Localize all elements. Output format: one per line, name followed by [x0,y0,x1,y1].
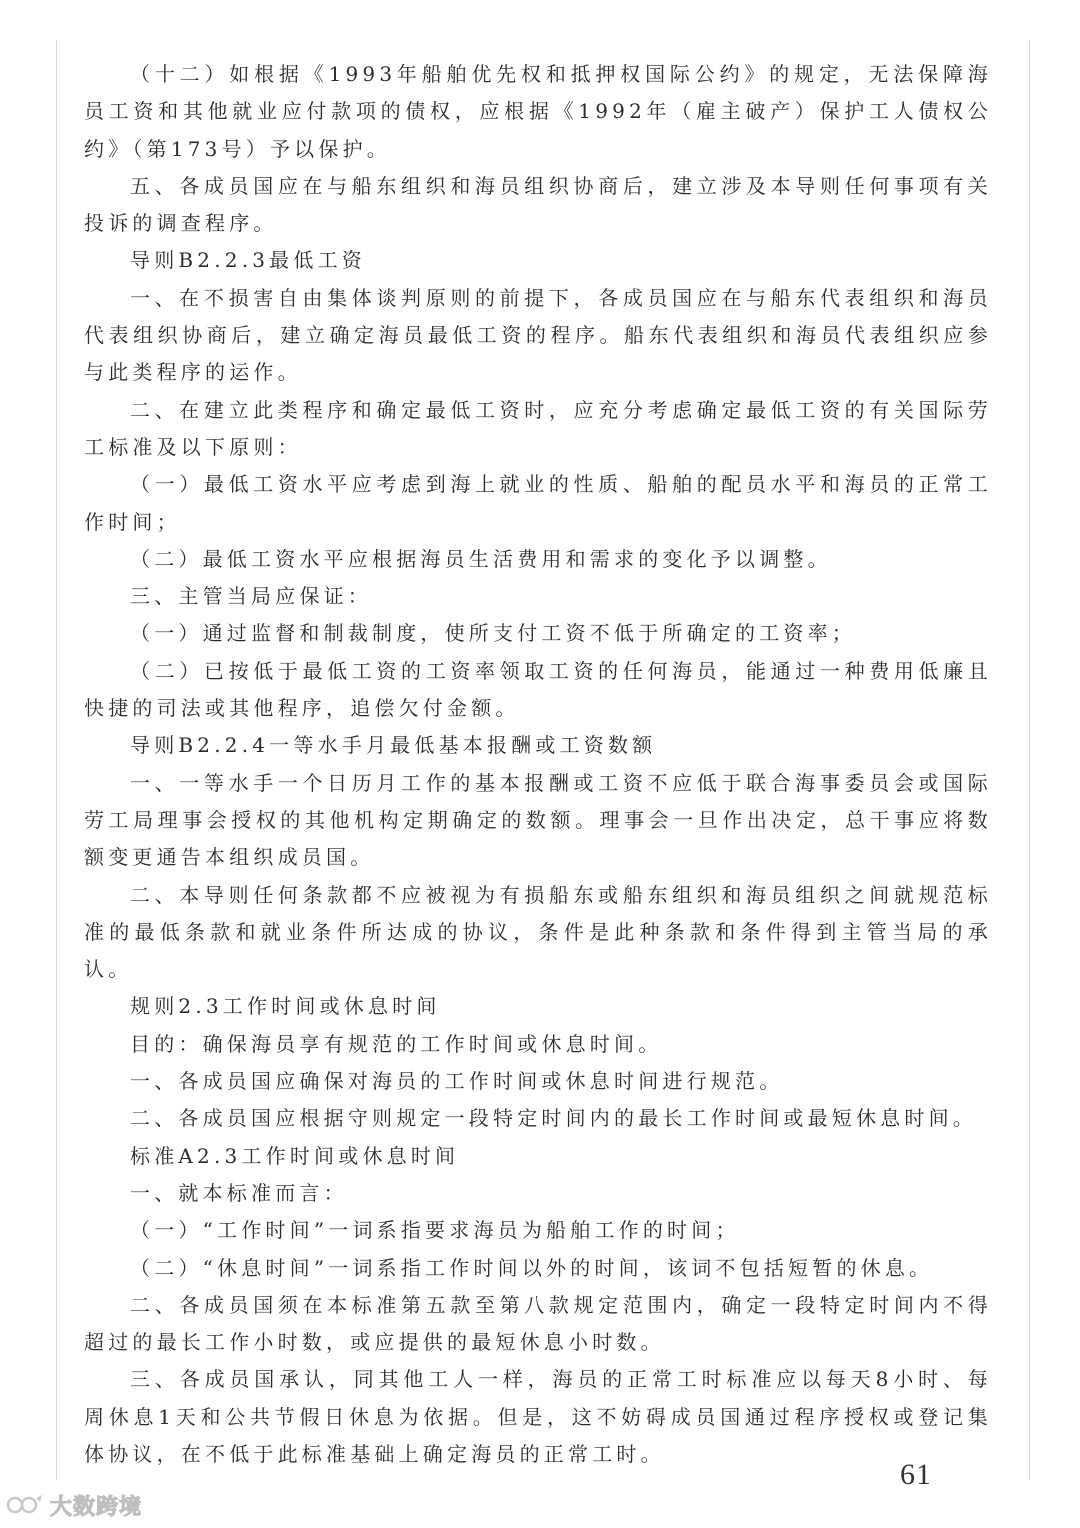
section-heading: 导则B2.2.4一等水手月最低基本报酬或工资数额 [130,733,657,758]
watermark [6,1490,142,1520]
paragraph: 二、各成员国应根据守则规定一段特定时间内的最长工作时间或最短休息时间。 [130,1106,977,1131]
list-item: （一）最低工资水平应考虑到海上就业的性质、船舶的配员水平和海员的正常工作时间； [84,472,992,534]
list-item: （二）已按低于最低工资的工资率领取工资的任何海员，能通过一种费用低廉且快捷的司法或其他程序，追偿欠付金额。 [84,658,992,721]
section-heading: 标准A2.3工作时间或休息时间 [130,1143,460,1168]
paragraph: （十二）如根据《1993年船舶优先权和抵押权国际公约》的规定，无法保障海员工资和其他就业应付款项的债权，应根据《1992年（雇主破产）保护工人债权公约》（第173号）予以保护。 [84,62,992,161]
paragraph: 三、各成员国承认，同其他工人一样，海员的正常工时标准应以每天8小时、每周休息1天和公共节假日休息为依据。但是，这不妨碍成员国通过程序授权或登记集体协议，在不低于此标准基础上确定海员的正常工时。 [84,1367,992,1466]
paragraph: 一、各成员国应确保对海员的工作时间或休息时间进行规范。 [130,1069,784,1094]
paragraph: 三、主管当局应保证： [130,584,372,609]
paragraph: 目的：确保海员享有规范的工作时间或休息时间。 [130,1031,663,1056]
list-item: （二）最低工资水平应根据海员生活费用和需求的变化予以调整。 [130,546,832,571]
paragraph: 一、一等水手一个日历月工作的基本报酬或工资不应低于联合海事委员会或国际劳工局理事会授权的其他机构定期确定的数额。理事会一旦作出决定，总干事应将数额变更通告本组织成员国。 [84,770,992,870]
paragraph: 五、各成员国应在与船东组织和海员组织协商后，建立涉及本导则任何事项有关投诉的调查程序。 [84,173,992,236]
paragraph: 一、就本标准而言： [130,1180,348,1205]
watermark-text: 大数跨境 [50,1494,143,1520]
logo-icon [6,1492,44,1518]
left-margin-rule [56,40,57,1480]
paragraph: 二、各成员国须在本标准第五款至第八款规定范围内，确定一段特定时间内不得超过的最长工作小时数，或应提供的最短休息小时数。 [84,1292,992,1355]
paragraph: 一、在不损害自由集体谈判原则的前提下，各成员国应在与船东代表组织和海员代表组织协商后，建立确定海员最低工资的程序。船东代表组织和海员代表组织应参与此类程序的运作。 [84,285,992,385]
list-item: （二）“休息时间”一词系指工作时间以外的时间，该词不包括短暂的休息。 [130,1255,934,1280]
paragraph: 二、在建立此类程序和确定最低工资时，应充分考虑确定最低工资的有关国际劳工标准及以下原则： [84,397,992,459]
list-item: （一）通过监督和制裁制度，使所支付工资不低于所确定的工资率； [130,621,856,646]
list-item: （一）“工作时间”一词系指要求海员为船舶工作的时间； [130,1218,740,1243]
document-body [84,56,992,1473]
section-heading: 规则2.3工作时间或休息时间 [130,994,441,1019]
right-margin-rule [1029,40,1030,1480]
page-number: 61 [900,1458,932,1491]
section-heading: 导则B2.2.3最低工资 [130,248,366,273]
paragraph: 二、本导则任何条款都不应被视为有损船东或船东组织和海员组织之间就规范标准的最低条款和就业条件所达成的协议，条件是此种条款和条件得到主管当局的承认。 [84,882,992,982]
